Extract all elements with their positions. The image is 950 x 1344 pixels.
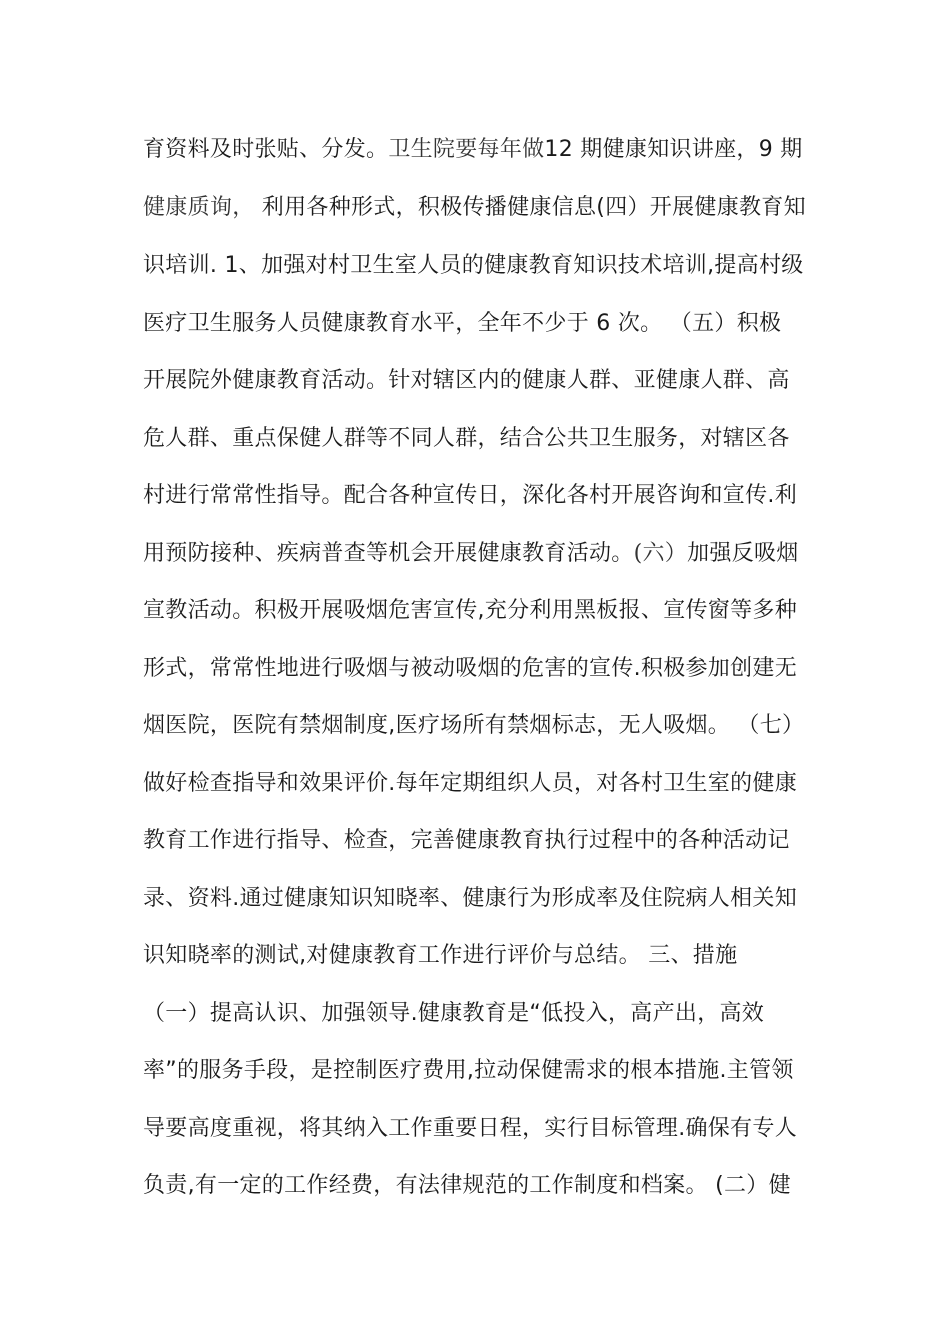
- text-span: 负责,有一定的工作经费，有法律规范的工作制度和档案。 (二）健: [143, 1173, 791, 1198]
- text-span: 用预防接种、疾病普查等机会开展健康教育活动。: [143, 541, 634, 566]
- text-line: [143, 1166, 808, 1206]
- text-span: 开展院外健康教育活动。针对辖区内的健康人群、亚健康人群、高: [143, 368, 790, 393]
- text-line: [143, 821, 808, 861]
- text-span: 育资料及时张贴、分发。: [143, 137, 389, 162]
- text-span: 录、资料.通过健康知识知晓率、健康行为形成率及住院病人相关知: [143, 886, 797, 911]
- text-span: 健康质询，: [143, 195, 255, 220]
- text-span: (六）: [633, 541, 688, 566]
- text-span: 识培训. 1、加强对村卫生室人员的健康教育知识技术培训,提高村级: [143, 253, 804, 278]
- text-span: 卫生院要每年做: [388, 137, 545, 162]
- text-line: [143, 591, 808, 631]
- text-line: [143, 879, 808, 919]
- text-span: 12 期健康知识讲座，9 期: [544, 137, 803, 162]
- text-line: [143, 1051, 808, 1091]
- text-span: （一）提高认识、加强领导.健康教育是“低投入，高产出，高效: [143, 1001, 765, 1026]
- text-line: [143, 246, 808, 286]
- text-line: [143, 649, 808, 689]
- text-line: [143, 534, 808, 574]
- text-span: 宣教活动。积极开展吸烟危害宣传,充分利用黑板报、宣传窗等多种: [143, 598, 797, 623]
- text-span: （七）: [730, 713, 805, 738]
- text-line: [143, 476, 808, 516]
- text-span: 利用各种形式，积极传播健康信息(四）开展健康教育知: [254, 195, 806, 220]
- text-line: [143, 1109, 808, 1149]
- text-line: [143, 706, 808, 746]
- text-span: 导要高度重视，将其纳入工作重要日程，实行目标管理.确保有专人: [143, 1116, 797, 1141]
- text-line: [143, 994, 808, 1034]
- text-span: 教育工作进行指导、检查，完善健康教育执行过程中的各种活动记: [143, 828, 790, 853]
- text-span: 做好检查指导和效果评价.每年定期组织人员，对各村卫生室的健康: [143, 771, 797, 796]
- text-line: [143, 419, 808, 459]
- text-line: [143, 361, 808, 401]
- text-span: 率”的服务手段，是控制医疗费用,拉动保健需求的根本措施.主管领: [143, 1058, 794, 1083]
- text-line: [143, 130, 808, 170]
- text-line: [143, 304, 808, 344]
- text-span: 形式，常常性地进行吸烟与被动吸烟的危害的宣传.积极参加创建无: [143, 656, 797, 681]
- text-line: [143, 936, 808, 976]
- text-line: [143, 764, 808, 804]
- text-line: [143, 188, 808, 228]
- text-span: 识知晓率的测试,对健康教育工作进行评价与总结。 三、措施: [143, 943, 738, 968]
- text-span: 烟医院，医院有禁烟制度,医疗场所有禁烟标志，无人吸烟。: [143, 713, 731, 738]
- text-span: 加强反吸烟: [687, 541, 799, 566]
- text-span: （五）积极: [662, 311, 782, 336]
- text-span: 医疗卫生服务人员健康教育水平，全年不少于 6 次。: [143, 311, 663, 336]
- text-span: 村进行常常性指导。配合各种宣传日，深化各村开展咨询和宣传.利: [143, 483, 797, 508]
- text-span: 危人群、重点保健人群等不同人群，结合公共卫生服务，对辖区各: [143, 426, 790, 451]
